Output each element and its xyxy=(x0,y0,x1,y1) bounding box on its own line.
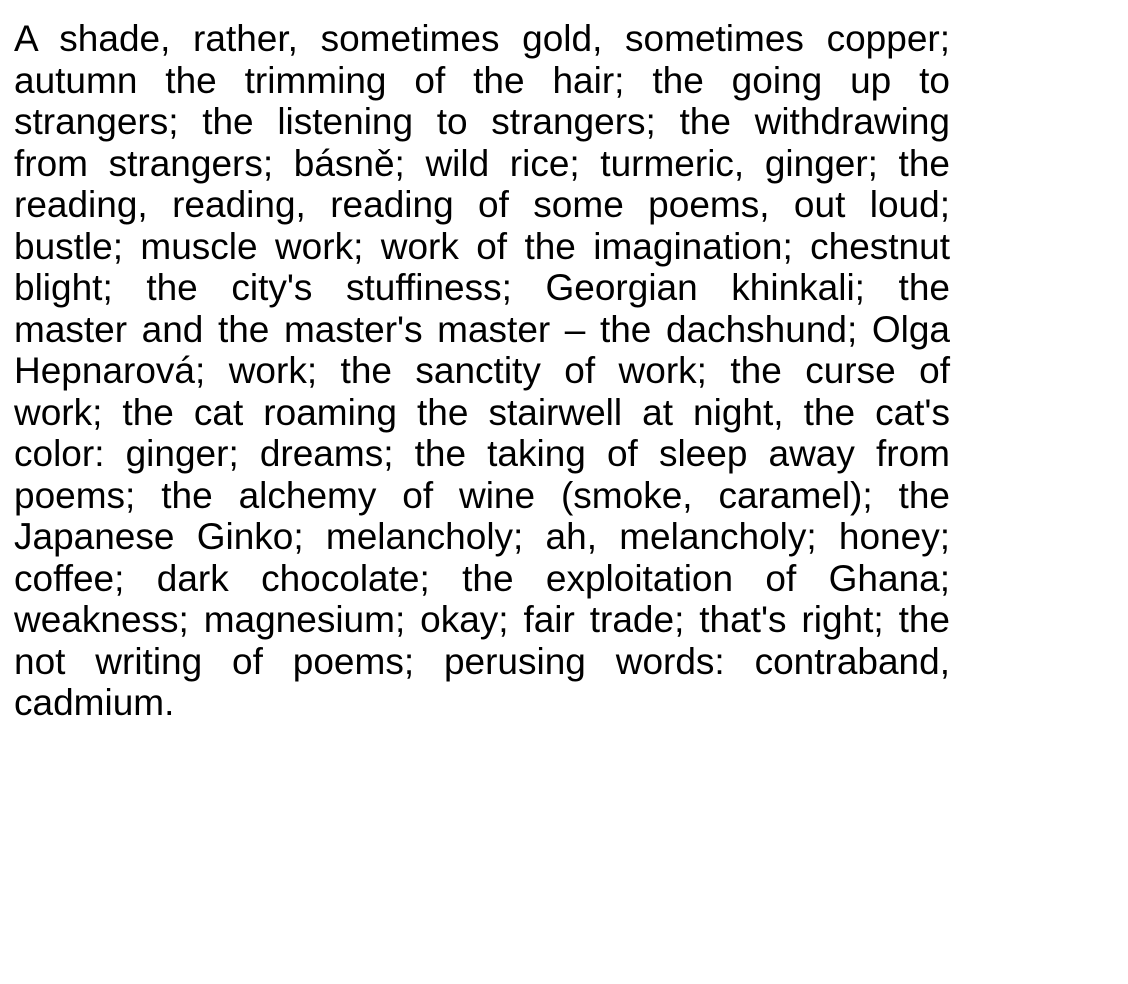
text-line: coffee; dark chocolate; the exploitation of Ghana; xyxy=(14,557,950,599)
prose-paragraph xyxy=(14,18,950,724)
text-line: blight; the city's stuffiness; Georgian khinkali; the xyxy=(14,267,950,308)
text-line: master and the master's master – the dachshund; Olga xyxy=(14,308,950,350)
text-line: bustle; muscle work; work of the imagination; chestnut xyxy=(14,225,950,267)
text-line: A shade, rather, sometimes gold, sometimes copper; xyxy=(14,18,950,59)
text-line: from strangers; básně; wild rice; turmeric, ginger; the xyxy=(14,142,950,184)
text-line: Hepnarová; work; the sanctity of work; the curse of xyxy=(14,350,950,391)
text-line: color: ginger; dreams; the taking of sleep away from xyxy=(14,433,950,474)
text-line: work; the cat roaming the stairwell at night, the cat's xyxy=(14,391,950,433)
text-line: strangers; the listening to strangers; the withdrawing xyxy=(14,101,950,142)
text-line: Japanese Ginko; melancholy; ah, melancholy; honey; xyxy=(14,516,950,557)
text-line: poems; the alchemy of wine (smoke, caramel); the xyxy=(14,474,950,516)
text-line: reading, reading, reading of some poems, out loud; xyxy=(14,184,950,225)
text-line: weakness; magnesium; okay; fair trade; that's right; the xyxy=(14,599,950,640)
text-line: not writing of poems; perusing words: contraband, xyxy=(14,640,950,682)
text-line: autumn the trimming of the hair; the going up to xyxy=(14,59,950,101)
text-line: cadmium. xyxy=(14,682,175,723)
